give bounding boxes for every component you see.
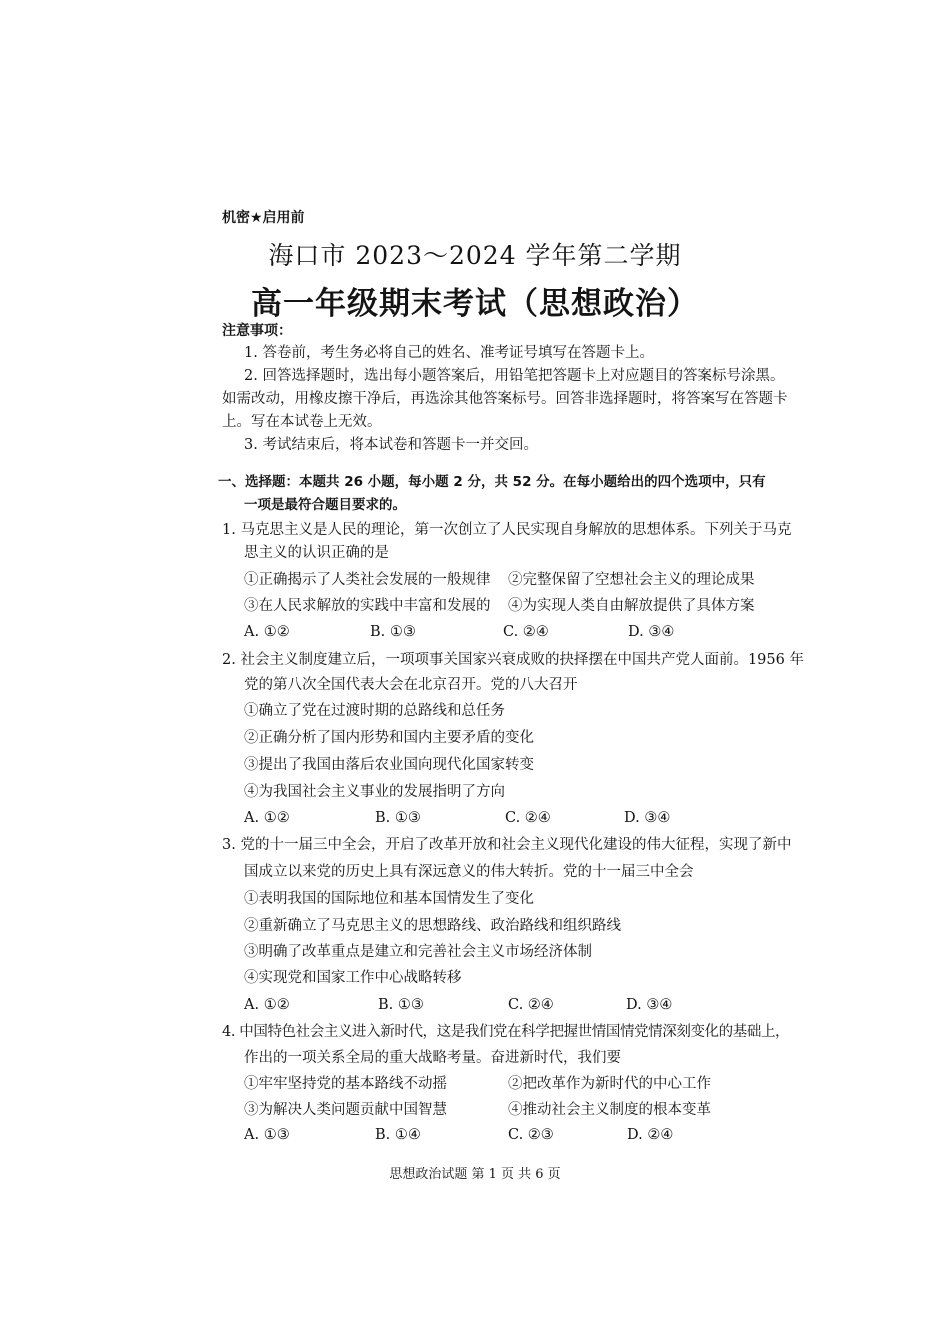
q3-stem-line-2: 国成立以来党的历史上具有深远意义的伟大转折。党的十一届三中全会 [244, 864, 694, 880]
q4-option-a: A. ①③ [244, 1127, 290, 1143]
q2-stem-line-1: 2. 社会主义制度建立后，一项项事关国家兴衰成败的抉择摆在中国共产党人面前。1956 年 [222, 652, 804, 668]
notice-item-1: 1. 答卷前，考生务必将自己的姓名、准考证号填写在答题卡上。 [244, 345, 654, 361]
q4-option-b: B. ①④ [375, 1127, 421, 1143]
q4-stem-line-1: 4. 中国特色社会主义进入新时代，这是我们党在科学把握世情国情党情深刻变化的基础上， [222, 1024, 790, 1040]
q2-option-c: C. ②④ [505, 810, 551, 826]
page-footer: 思想政治试题 第 1 页 共 6 页 [389, 1167, 561, 1182]
q4-statement-3: ③为解决人类问题贡献中国智慧 [244, 1102, 447, 1118]
q1-statement-3: ③在人民求解放的实践中丰富和发展的 [244, 598, 491, 614]
section-heading-line-1: 一、选择题：本题共 26 小题，每小题 2 分，共 52 分。在每小题给出的四个选项中，只有 [218, 474, 766, 490]
notice-item-2-line-2: 如需改动，用橡皮擦干净后，再选涂其他答案标号。回答非选择题时，将答案写在答题卡 [222, 391, 788, 407]
q1-option-b: B. ①③ [370, 624, 416, 640]
q3-option-c: C. ②④ [508, 997, 554, 1013]
q2-option-d: D. ③④ [624, 810, 671, 826]
q4-option-c: C. ②③ [508, 1127, 554, 1143]
notice-item-2-line-3: 上。写在本试卷上无效。 [222, 414, 382, 430]
q1-statement-4: ④为实现人类自由解放提供了具体方案 [508, 598, 755, 614]
q2-stem-line-2: 党的第八次全国代表大会在北京召开。党的八大召开 [244, 677, 578, 693]
q3-statement-2: ②重新确立了马克思主义的思想路线、政治路线和组织路线 [244, 918, 621, 934]
q1-option-d: D. ③④ [628, 624, 675, 640]
q2-option-a: A. ①② [244, 810, 290, 826]
q1-statement-2: ②完整保留了空想社会主义的理论成果 [508, 572, 755, 588]
q4-stem-line-2: 作出的一项关系全局的重大战略考量。奋进新时代，我们要 [244, 1050, 621, 1066]
q1-stem-line-1: 1. 马克思主义是人民的理论，第一次创立了人民实现自身解放的思想体系。下列关于马克 [222, 522, 792, 538]
q2-statement-4: ④为我国社会主义事业的发展指明了方向 [244, 784, 505, 800]
q3-option-d: D. ③④ [626, 997, 673, 1013]
q3-option-b: B. ①③ [378, 997, 424, 1013]
q3-statement-4: ④实现党和国家工作中心战略转移 [244, 970, 462, 986]
exam-title-term: 海口市 2023～2024 学年第二学期 [268, 241, 682, 270]
q3-statement-3: ③明确了改革重点是建立和完善社会主义市场经济体制 [244, 944, 592, 960]
q2-statement-3: ③提出了我国由落后农业国向现代化国家转变 [244, 757, 534, 773]
q2-statement-2: ②正确分析了国内形势和国内主要矛盾的变化 [244, 730, 534, 746]
q4-statement-1: ①牢牢坚持党的基本路线不动摇 [244, 1076, 447, 1092]
q4-statement-4: ④推动社会主义制度的根本变革 [508, 1102, 711, 1118]
q1-option-c: C. ②④ [503, 624, 549, 640]
q3-statement-1: ①表明我国的国际地位和基本国情发生了变化 [244, 891, 534, 907]
q2-option-b: B. ①③ [375, 810, 421, 826]
section-heading-line-2: 一项是最符合题目要求的。 [244, 497, 406, 513]
exam-title-subject: 高一年级期末考试（思想政治） [251, 286, 699, 322]
notice-item-2-line-1: 2. 回答选择题时，选出每小题答案后，用铅笔把答题卡上对应题目的答案标号涂黑。 [244, 368, 785, 384]
q1-option-a: A. ①② [244, 624, 290, 640]
notice-item-3: 3. 考试结束后，将本试卷和答题卡一并交回。 [244, 437, 538, 453]
q2-statement-1: ①确立了党在过渡时期的总路线和总任务 [244, 703, 505, 719]
q1-stem-line-2: 思主义的认识正确的是 [244, 545, 389, 561]
notice-heading: 注意事项： [222, 323, 292, 339]
q3-stem-line-1: 3. 党的十一届三中全会，开启了改革开放和社会主义现代化建设的伟大征程，实现了新中 [222, 837, 792, 853]
q3-option-a: A. ①② [244, 997, 290, 1013]
q4-statement-2: ②把改革作为新时代的中心工作 [508, 1076, 711, 1092]
q1-statement-1: ①正确揭示了人类社会发展的一般规律 [244, 572, 491, 588]
q4-option-d: D. ②④ [627, 1127, 674, 1143]
confidential-label: 机密★启用前 [222, 210, 305, 226]
